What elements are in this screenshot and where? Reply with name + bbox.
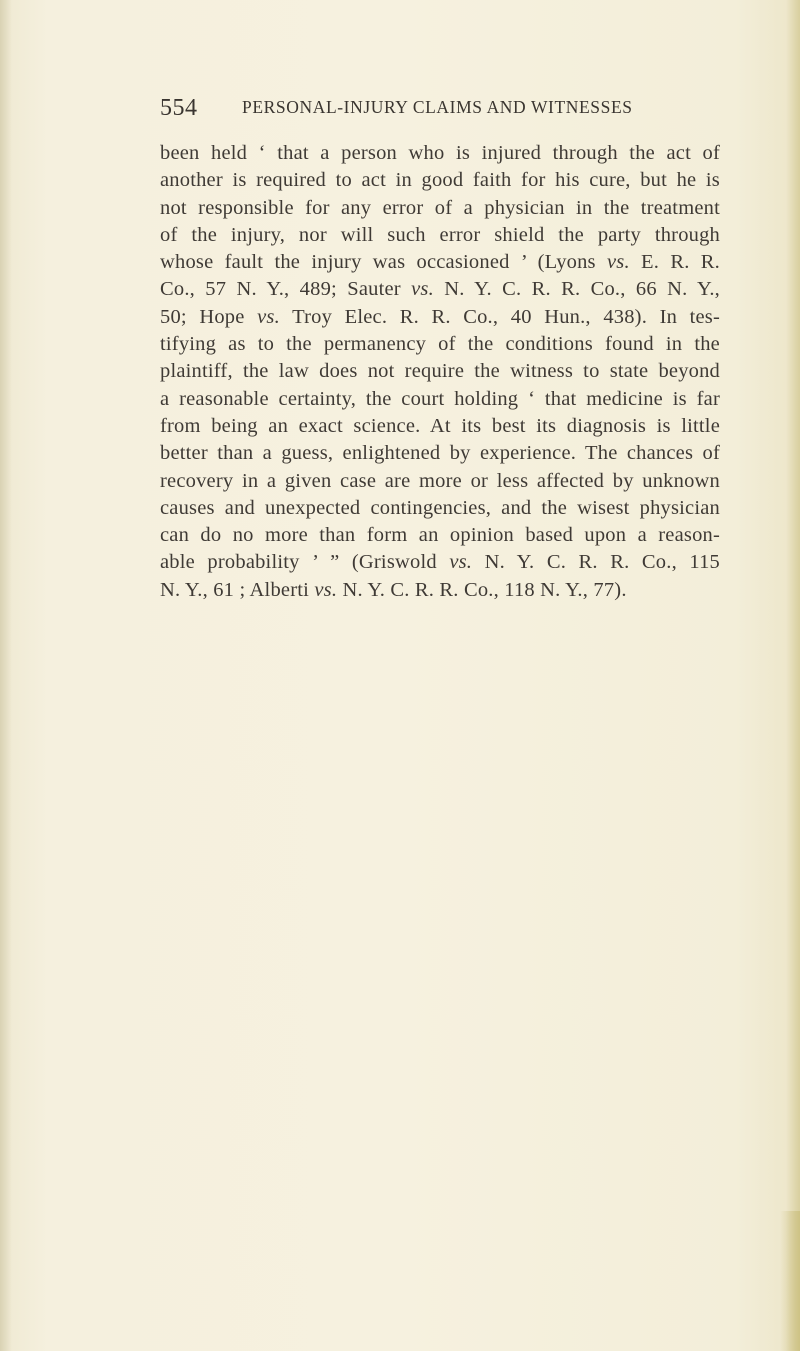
text-line: of the injury, nor will such error shield the party through	[160, 223, 720, 246]
running-head: PERSONAL-INJURY CLAIMS AND WITNESSES	[242, 97, 633, 117]
text-line: 50; Hope vs. Troy Elec. R. R. Co., 40 Hun., 438). In tes-	[160, 305, 721, 328]
text-line: a reasonable certainty, the court holding ‘ that medicine is far	[160, 387, 720, 410]
text-line: plaintiff, the law does not require the witness to state beyond	[160, 360, 720, 383]
text-line: from being an exact science. At its best its diagnosis is little	[160, 414, 720, 437]
text-line: tifying as to the permanency of the conditions found in the	[160, 333, 720, 356]
page-edge-right	[786, 0, 800, 1351]
text-line: better than a guess, enlightened by experience. The chances of	[160, 442, 720, 465]
text-line: N. Y., 61 ; Alberti vs. N. Y. C. R. R. Co., 118 N. Y., 77).	[160, 578, 627, 601]
text-line: able probability ’ ” (Griswold vs. N. Y. C. R. R. Co., 115	[160, 551, 720, 574]
text-line: causes and unexpected contingencies, and the wisest physician	[160, 496, 720, 519]
body-paragraph	[160, 140, 720, 604]
page-header	[160, 95, 720, 125]
text-line: whose fault the injury was occasioned ’ (Lyons vs. E. R. R.	[160, 251, 720, 274]
text-line: Co., 57 N. Y., 489; Sauter vs. N. Y. C. R. R. Co., 66 N. Y.,	[160, 278, 720, 301]
text-line: not responsible for any error of a physician in the treatment	[160, 196, 720, 219]
text-line: can do no more than form an opinion based upon a reason-	[160, 524, 720, 547]
text-line: recovery in a given case are more or less affected by unknown	[160, 469, 720, 492]
text-line: been held ‘ that a person who is injured through the act of	[160, 142, 720, 164]
page-stain	[780, 1211, 800, 1351]
page-edge-left	[0, 0, 12, 1351]
page-number: 554	[160, 95, 198, 121]
text-line: another is required to act in good faith for his cure, but he is	[160, 169, 720, 192]
